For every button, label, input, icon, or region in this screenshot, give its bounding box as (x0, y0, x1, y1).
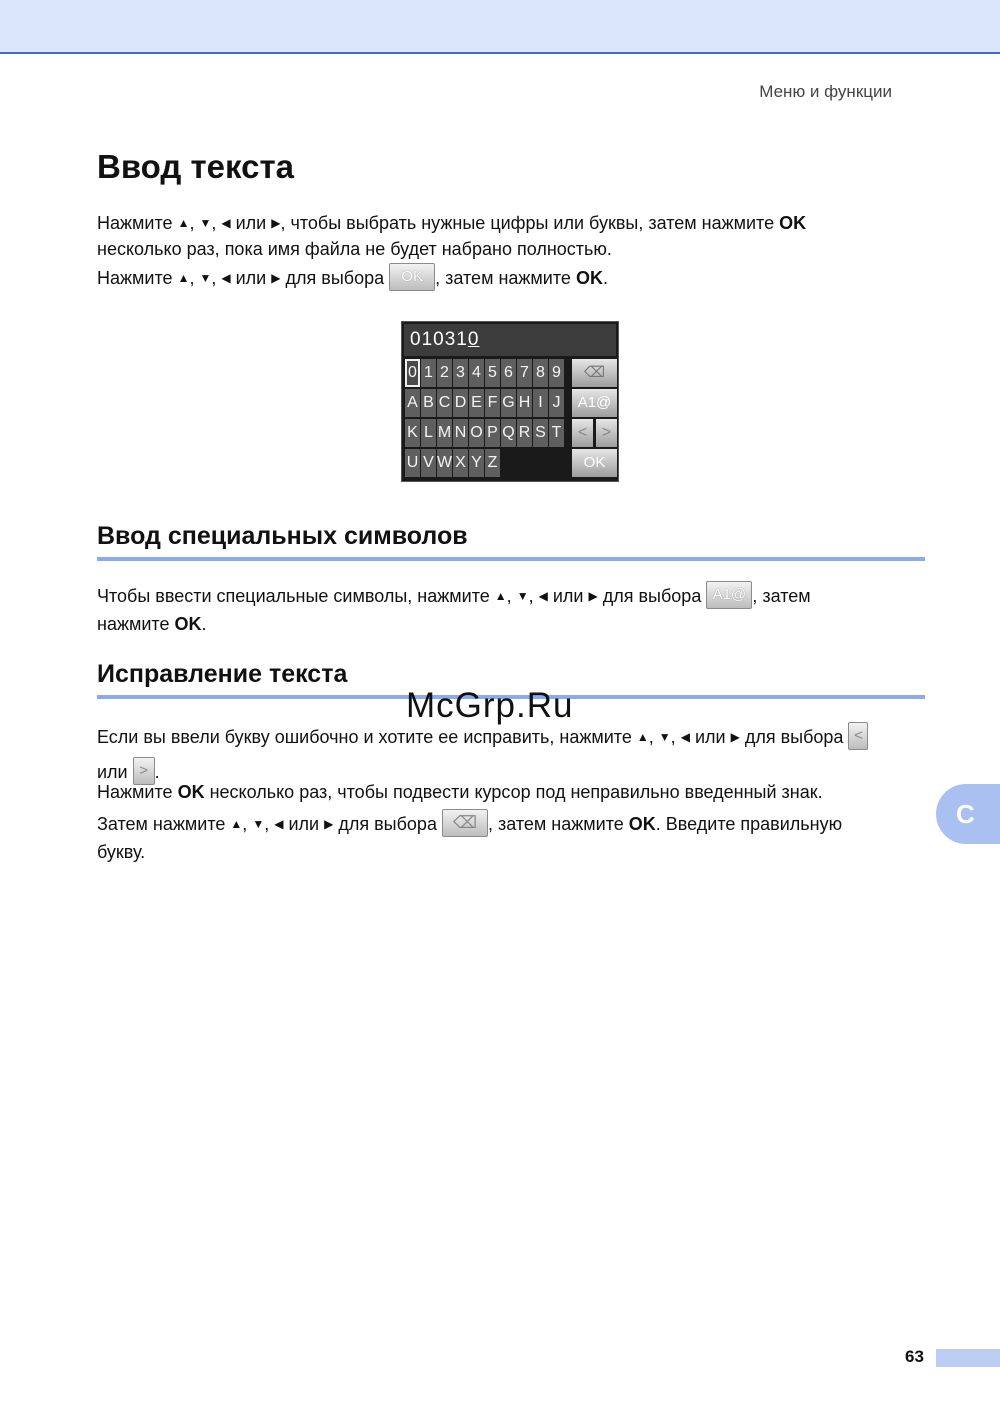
ok-label: OK (575, 267, 603, 288)
up-arrow-icon: ▲ (177, 216, 190, 230)
ok-label: OK (779, 213, 807, 233)
lcd-key[interactable]: 9 (549, 359, 564, 387)
ok-key-icon: OK (389, 263, 435, 291)
lcd-key[interactable]: 5 (485, 359, 500, 387)
lcd-row-u-z (405, 449, 617, 477)
lcd-keyboard-screen (401, 321, 619, 482)
down-arrow-icon: ▼ (252, 817, 265, 831)
lcd-key[interactable]: Y (469, 449, 484, 477)
lcd-key[interactable]: F (485, 389, 500, 417)
lcd-key[interactable]: 0 (405, 359, 420, 387)
top-header-band (0, 0, 1000, 54)
section-rule (97, 557, 925, 561)
lcd-key[interactable]: J (549, 389, 564, 417)
lcd-key[interactable]: U (405, 449, 420, 477)
lcd-key[interactable]: G (501, 389, 516, 417)
running-title: Меню и функции (759, 82, 892, 101)
lcd-key[interactable]: 8 (533, 359, 548, 387)
lcd-entered-text: 01031 (410, 329, 468, 350)
lcd-key[interactable]: R (517, 419, 532, 447)
section-title-text-input: Ввод текста (97, 148, 294, 185)
lcd-spacer (565, 389, 571, 417)
right-arrow-icon: ▶ (730, 730, 740, 744)
paragraph-select-ok: Нажмите ▲, ▼, ◀ или ▶ для выбора OK , затем нажмите OK. (97, 265, 917, 293)
ok-label: OK (628, 814, 656, 834)
lcd-key[interactable]: S (533, 419, 548, 447)
lcd-key[interactable]: V (421, 449, 436, 477)
lcd-key[interactable]: B (421, 389, 436, 417)
cursor-left-key-icon[interactable]: < (572, 419, 593, 447)
lcd-key[interactable]: 6 (501, 359, 516, 387)
lcd-empty-space (501, 449, 564, 477)
lcd-key[interactable]: Q (501, 419, 516, 447)
cursor-right-key-icon[interactable]: > (596, 419, 617, 447)
paragraph-correction-move-cursor: Нажмите OK несколько раз, чтобы подвести курсор под неправильно введенный знак. (97, 782, 823, 802)
down-arrow-icon: ▼ (516, 589, 529, 603)
down-arrow-icon: ▼ (658, 730, 671, 744)
down-arrow-icon: ▼ (199, 216, 212, 230)
lcd-key[interactable]: Z (485, 449, 500, 477)
lcd-key[interactable]: O (469, 419, 484, 447)
paragraph-correction-delete: Затем нажмите ▲, ▼, ◀ или ▶ для выбора ⌫ , затем нажмите OK. Введите правильную букву. (97, 811, 917, 865)
cursor-left-key-icon: < (848, 722, 868, 750)
paragraph-select-chars: Нажмите ▲, ▼, ◀ или ▶, чтобы выбрать нужные цифры или буквы, затем нажмите OK несколько раз, пока имя файла не будет набрано полностью. (97, 213, 807, 259)
section-title-text-correction: Исправление текста (97, 660, 348, 688)
lcd-key[interactable]: X (453, 449, 468, 477)
lcd-key[interactable]: E (469, 389, 484, 417)
lcd-spacer (565, 359, 571, 387)
lcd-key-grid (405, 359, 617, 479)
symbols-key-icon: A1@ (706, 581, 752, 609)
lcd-key[interactable]: T (549, 419, 564, 447)
lcd-row-a-j (405, 389, 617, 417)
lcd-key[interactable]: 7 (517, 359, 532, 387)
lcd-key[interactable]: P (485, 419, 500, 447)
chapter-side-tab: C (936, 784, 1000, 844)
ok-label: OK (174, 614, 202, 635)
section-title-special-symbols: Ввод специальных символов (97, 522, 468, 550)
left-arrow-icon: ◀ (680, 730, 690, 744)
lcd-key[interactable]: 3 (453, 359, 468, 387)
up-arrow-icon: ▲ (636, 730, 649, 744)
left-arrow-icon: ◀ (221, 216, 231, 230)
up-arrow-icon: ▲ (494, 589, 507, 603)
lcd-key[interactable]: W (437, 449, 452, 477)
right-arrow-icon: ▶ (588, 589, 598, 603)
lcd-key[interactable]: 1 (421, 359, 436, 387)
lcd-key[interactable]: M (437, 419, 452, 447)
lcd-key[interactable]: K (405, 419, 420, 447)
lcd-cursor-char: 0 (467, 329, 480, 350)
ok-label: OK (177, 782, 205, 802)
up-arrow-icon: ▲ (177, 270, 190, 285)
lcd-key[interactable]: D (453, 389, 468, 417)
down-arrow-icon: ▼ (199, 270, 212, 285)
lcd-spacer (565, 449, 571, 477)
up-arrow-icon: ▲ (230, 817, 243, 831)
left-arrow-icon: ◀ (274, 817, 284, 831)
right-arrow-icon: ▶ (271, 216, 281, 230)
lcd-key[interactable]: N (453, 419, 468, 447)
lcd-spacer (565, 419, 571, 447)
lcd-key[interactable]: L (421, 419, 436, 447)
lcd-key[interactable]: 4 (469, 359, 484, 387)
paragraph-correction-select: Если вы ввели букву ошибочно и хотите ее исправить, нажмите ▲, ▼, ◀ или ▶ для выбора < или > . (97, 721, 917, 789)
cursor-right-key-icon: > (133, 757, 155, 785)
watermark-text: McGrp.Ru (406, 686, 574, 725)
page-number: 63 (905, 1347, 924, 1366)
lcd-key[interactable]: A (405, 389, 420, 417)
lcd-row-digits (405, 359, 617, 387)
lcd-ok-key[interactable]: OK (572, 449, 617, 477)
right-arrow-icon: ▶ (271, 270, 281, 285)
symbols-key[interactable]: A1@ (572, 389, 617, 417)
left-arrow-icon: ◀ (538, 589, 548, 603)
lcd-key[interactable]: C (437, 389, 452, 417)
paragraph-special-symbols: Чтобы ввести специальные символы, нажмите ▲, ▼, ◀ или ▶ для выбора A1@ , затем нажмите OK. (97, 583, 917, 637)
lcd-key[interactable]: H (517, 389, 532, 417)
lcd-key[interactable]: I (533, 389, 548, 417)
backspace-key-icon[interactable]: ⌫ (572, 359, 617, 387)
right-arrow-icon: ▶ (324, 817, 334, 831)
page-number-bar (936, 1349, 1000, 1367)
lcd-text-field (404, 324, 616, 356)
lcd-key[interactable]: 2 (437, 359, 452, 387)
lcd-row-k-t (405, 419, 617, 447)
backspace-key-icon: ⌫ (442, 809, 488, 837)
left-arrow-icon: ◀ (221, 270, 231, 285)
